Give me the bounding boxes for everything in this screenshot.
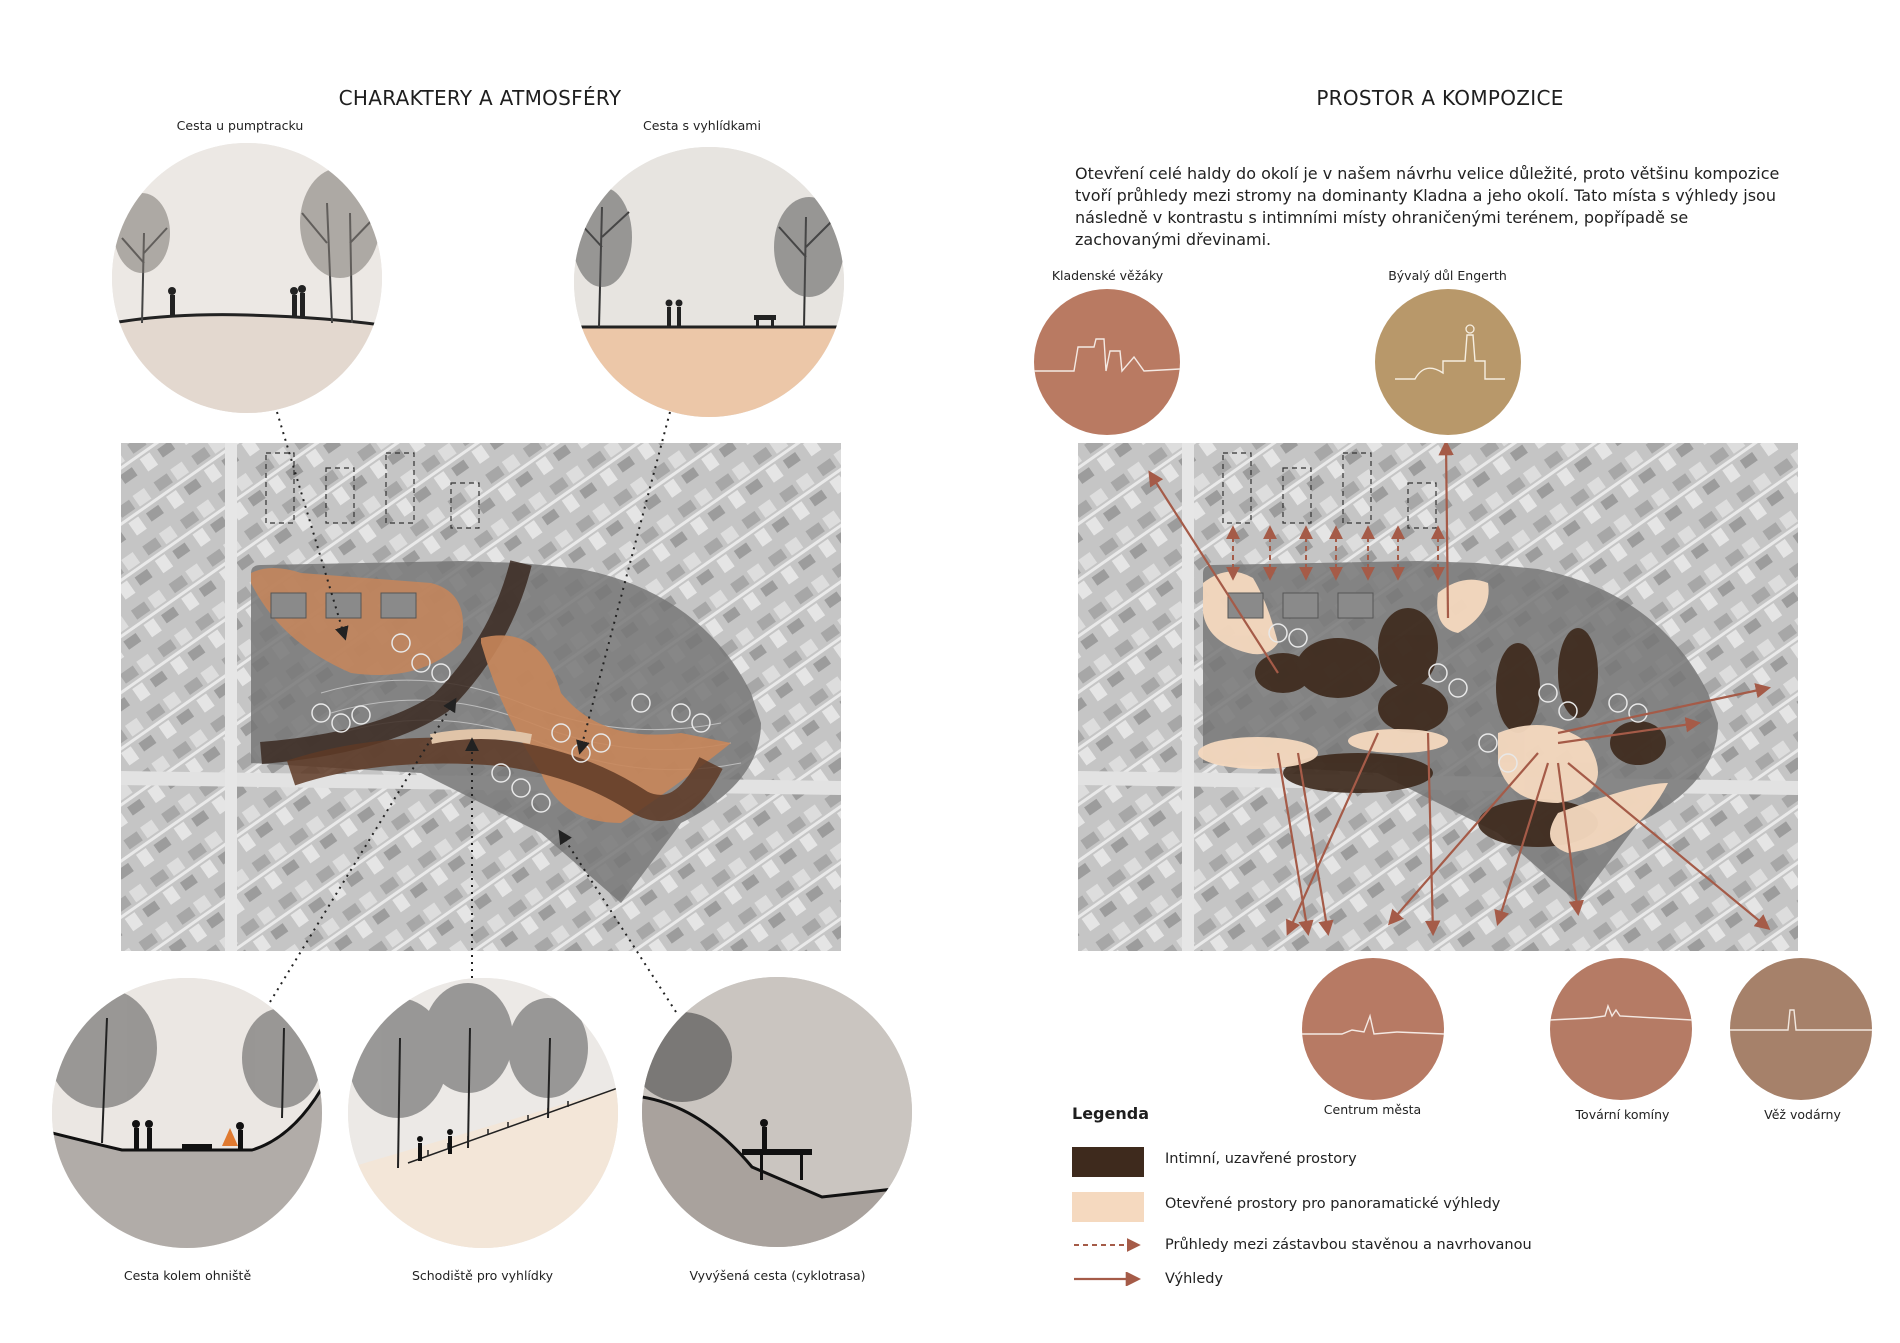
legend-title: Legenda bbox=[1072, 1104, 1149, 1123]
right-panel-title: PROSTOR A KOMPOZICE bbox=[1316, 86, 1564, 110]
landmark-circle-vodarna bbox=[1730, 958, 1872, 1100]
landmark-label-kominy: Tovární komíny bbox=[1575, 1107, 1670, 1122]
landmark-circle-centrum bbox=[1302, 958, 1444, 1100]
view-circle-ohniste bbox=[52, 978, 322, 1248]
view-label-schodiste: Schodiště pro vyhlídky bbox=[411, 1268, 554, 1283]
legend-label-solid-arrow: Výhledy bbox=[1165, 1271, 1224, 1287]
view-circle-schodiste bbox=[348, 978, 618, 1248]
legend-label-intimate: Intimní, uzavřené prostory bbox=[1165, 1151, 1357, 1167]
landmark-circle-kominy bbox=[1550, 958, 1692, 1100]
left-panel-title: CHARAKTERY A ATMOSFÉRY bbox=[338, 86, 622, 110]
legend-label-dashed-arrow: Průhledy mezi zástavbou stavěnou a navrhovanou bbox=[1165, 1237, 1532, 1253]
landmark-circle-vezaky bbox=[1034, 289, 1180, 435]
view-label-vyhlidky: Cesta s vyhlídkami bbox=[643, 118, 761, 133]
landmark-label-vodarna: Věž vodárny bbox=[1764, 1107, 1841, 1122]
landmark-label-vezaky: Kladenské věžáky bbox=[1051, 268, 1164, 283]
right-site-map bbox=[1078, 443, 1798, 951]
view-label-pumptrack: Cesta u pumptracku bbox=[176, 118, 304, 133]
view-circle-cyklotrasa bbox=[642, 977, 912, 1247]
legend-symbol-dashed-arrow bbox=[1072, 1238, 1150, 1252]
landmark-label-centrum: Centrum města bbox=[1323, 1102, 1422, 1117]
landmark-circle-engerth bbox=[1375, 289, 1521, 435]
composition-description: Otevření celé haldy do okolí je v našem návrhu velice důležité, proto většinu kompozice tvoří průhledy mezi stromy na dominanty Kladna a jeho okolí. Tato místa s výhledy jsou následně v kontrastu s intimními místy ohraničenými terénem, popřípadě se zachovanými dřevinami. bbox=[1075, 164, 1780, 249]
legend-symbol-solid-arrow bbox=[1072, 1272, 1150, 1286]
view-label-cyklotrasa: Vyvýšená cesta (cyklotrasa) bbox=[689, 1268, 866, 1283]
landmark-label-engerth: Bývalý důl Engerth bbox=[1388, 268, 1507, 283]
legend-swatch-intimate bbox=[1072, 1147, 1144, 1177]
legend-swatch-open bbox=[1072, 1192, 1144, 1222]
view-label-ohniste: Cesta kolem ohniště bbox=[123, 1268, 252, 1283]
legend-label-open: Otevřené prostory pro panoramatické výhledy bbox=[1165, 1196, 1501, 1212]
